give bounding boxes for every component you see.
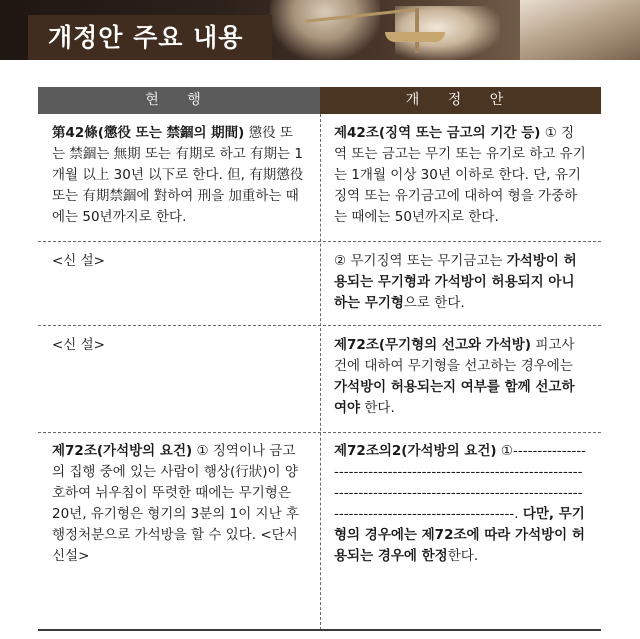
article-title: 제72조(가석방의 요건) bbox=[52, 443, 193, 459]
row-4-current bbox=[38, 441, 320, 567]
article-title: 제72조의2(가석방의 요건) bbox=[334, 443, 497, 459]
row-3-current bbox=[38, 335, 320, 356]
row-1-revised bbox=[320, 123, 601, 228]
row-divider bbox=[38, 325, 601, 326]
row-4-revised bbox=[320, 441, 601, 567]
article-title: 제42조(징역 또는 금고의 기간 등) bbox=[334, 125, 541, 141]
row-2-revised bbox=[320, 251, 601, 314]
emphasis-text: 가석방이 허용되는지 여부를 함께 선고하여야 bbox=[334, 379, 575, 416]
emphasis-text: 가석방이 허용되는 무기형과 가석방이 허용되지 아니하는 무기형 bbox=[334, 253, 577, 311]
article-body: 한다. bbox=[360, 400, 395, 416]
row-divider bbox=[38, 241, 601, 242]
new-provision-label: <신 설> bbox=[52, 337, 105, 353]
scales-post-icon bbox=[415, 8, 419, 53]
article-body: ① 징역이나 금고의 집행 중에 있는 사람이 행상(行狀)이 양호하여 뉘우침이 뚜렷한 때에는 무기형은 20년, 유기형은 형기의 3분의 1이 지난 후 행정처분으로 가석방을 할 수 있다. <단서 신설> bbox=[52, 443, 299, 564]
article-body: 피고사건에 대하여 무기형을 선고하는 경우에는 bbox=[334, 337, 575, 374]
article-body: 한다. bbox=[447, 548, 479, 564]
row-divider bbox=[38, 432, 601, 433]
article-body: ② 무기징역 또는 무기금고는 bbox=[334, 253, 507, 269]
header-banner bbox=[0, 0, 640, 60]
emphasis-text: 다만, 무기형의 경우에는 제72조에 따라 가석방이 허용되는 경우에 한정 bbox=[334, 506, 585, 564]
new-provision-label: <신 설> bbox=[52, 253, 105, 269]
header-current: 현 행 bbox=[38, 87, 320, 114]
table-bottom-border bbox=[38, 629, 601, 631]
row-1-current bbox=[38, 123, 320, 228]
scales-pan-icon bbox=[385, 32, 445, 42]
page-title: 개정안 주요 내용 bbox=[48, 23, 244, 52]
article-body: 懲役 또는 禁錮는 無期 또는 有期로 하고 有期는 1개월 以上 30년 以下로 한다. 但, 有期懲役 또는 有期禁錮에 對하여 刑을 加重하는 때에는 50년까지로 한다. bbox=[52, 125, 304, 225]
article-body: ① 징역 또는 금고는 무기 또는 유기로 하고 유기는 1개월 이상 30년 이하로 한다. 단, 유기징역 또는 유기금고에 대하여 형을 가중하는 때에는 50년까지로 한다. bbox=[334, 125, 586, 225]
banner-photo-right bbox=[520, 0, 640, 60]
article-title: 第42條(懲役 또는 禁錮의 期間) bbox=[52, 125, 245, 141]
article-title: 제72조(무기형의 선고와 가석방) bbox=[334, 337, 532, 353]
banner-photo-left bbox=[270, 0, 380, 60]
article-body: 으로 한다. bbox=[403, 295, 465, 311]
header-revised: 개 정 안 bbox=[320, 87, 601, 114]
row-3-revised bbox=[320, 335, 601, 419]
row-2-current bbox=[38, 251, 320, 272]
article-body: ①----------------------------------------------------------------------------------------------------------------------------------------------------------. bbox=[334, 443, 587, 522]
